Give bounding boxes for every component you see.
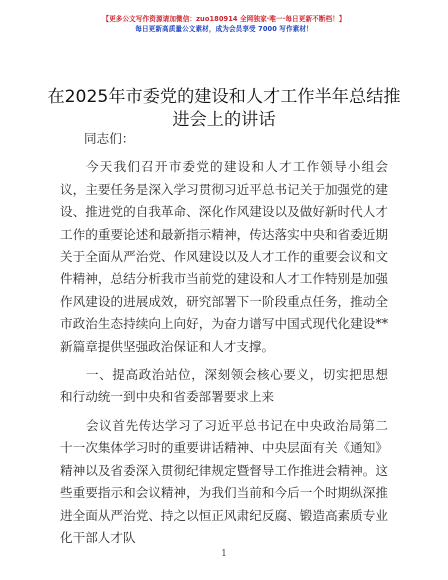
promo-banner-line-1: 【更多公文写作资源请加微信：zuo180914 全网独家·唯一·每日更新不断档！】 xyxy=(102,15,346,23)
page-number: 1 xyxy=(221,549,227,559)
paragraph-intro: 今天我们召开市委党的建设和人才工作领导小组会议，主要任务是深入学习贯彻习近平总书记关于加强党的建设、推进党的自我革命、深化作风建设以及做好新时代人才工作的重要论述和最新指示精神，传达落实中央和省委近期关于全面从严治党、作风建设以及人才工作的重要会议和文件精神，总结分析我市当前党的建设和人才工作特别是加强作风建设的进展成效，研究部署下一阶段重点任务，推动全市政治生态持续向上向好，为奋力谱写中国式现代化建设**新篇章提供坚强政治保证和人才支撑。 xyxy=(60,159,388,354)
promo-banner-line-2: 每日更新高质量公文素材，成为会员享受 7000 写作素材！ xyxy=(135,25,313,33)
promo-banner xyxy=(0,14,448,34)
paragraph-section-1: 会议首先传达学习了习近平总书记在中央政治局第二十一次集体学习时的重要讲话精神、中央层面有关《通知》精神以及省委深入贯彻纪律规定暨督导工作推进会精神。这些重要指示和会议精神，为我们当前和今后一个时期纵深推进全面从严治党、持之以恒正风肃纪反腐、锻造高素质专业化干部人才队 xyxy=(60,417,388,545)
section-heading-1: 一、提高政治站位，深刻领会核心要义，切实把思想和行动统一到中央和省委部署要求上来 xyxy=(60,367,388,405)
document-body xyxy=(60,128,388,555)
document-title: 在2025年市委党的建设和人才工作半年总结推进会上的讲话 xyxy=(47,87,401,130)
salutation: 同志们： xyxy=(84,131,135,146)
